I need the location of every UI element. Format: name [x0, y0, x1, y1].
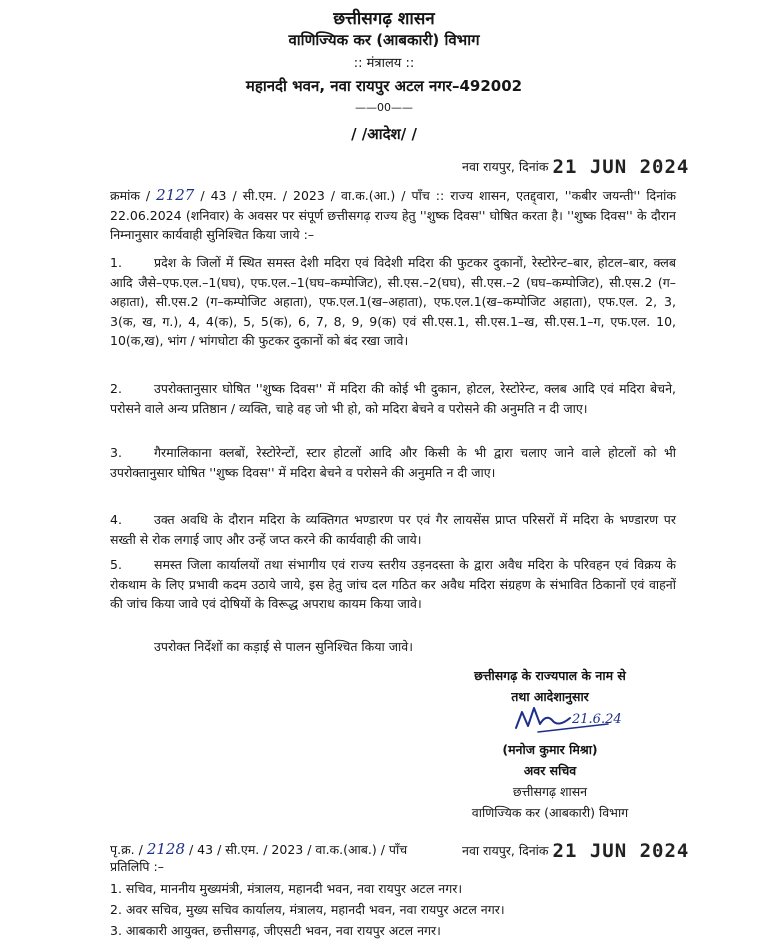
point-4 — [110, 510, 676, 549]
endorsement-date-stamp: 21 JUN 2024 — [552, 840, 690, 862]
ref-prefix: क्रमांक / — [110, 188, 151, 203]
closing-line: उपरोक्त निर्देशों का कड़ाई से पालन सुनिश्चित किया जावे। — [154, 639, 413, 654]
point-text: उक्त अवधि के दौरान मदिरा के व्यक्तिगत भण्डारण पर एवं गैर लायसेंस प्राप्त परिसरों में मदिरा के भण्डारण पर सख्ती से रोक लगाई जाए और उन्हें जप्त करने की कार्यवाही की जाये। — [110, 512, 676, 547]
dateline-place: नवा रायपुर, दिनांक — [462, 159, 549, 174]
ministry-heading: :: मंत्रालय :: — [353, 56, 415, 71]
order-title: / /आदेश/ / — [351, 125, 417, 143]
point-number: 3. — [110, 445, 122, 460]
copy-item: 3. आबकारी आयुक्त, छत्तीसगढ़, जीएसटी भवन, नवा रायपुर अटल नगर। — [110, 923, 441, 938]
point-text: समस्त जिला कार्यालयों तथा संभागीय एवं राज्य स्तरीय उड़नदस्ता के द्वारा अवैध मदिरा के परिवहन एवं विक्रय के रोकथाम के लिए प्रभावी कदम उठाये जाये, इस हेतु जांच दल गठित कर अवैध मदिरा संग्रहण के संभावित ठिकानों एवं वाहनों की जांच किया जावे एवं दोषियों के विरूद्ध अपराध कायम किया जावे। — [110, 557, 676, 611]
date-stamp: 21 JUN 2024 — [552, 156, 690, 178]
signatory-org-1: छत्तीसगढ़ शासन — [512, 784, 588, 799]
copy-item: 1. सचिव, माननीय मुख्यमंत्री, मंत्रालय, महानदी भवन, नवा रायपुर अटल नगर। — [110, 881, 463, 896]
copy-item: 2. अवर सचिव, मुख्य सचिव कार्यालय, मंत्रालय, महानदी भवन, नवा रायपुर अटल नगर। — [110, 902, 505, 917]
dateline-top — [462, 156, 689, 178]
ref-text: / 43 / सी.एम. / 2023 / वा.क.(आ.) / पाँच :: राज्य शासन, एतद्द्वारा, ''कबीर जयन्ती'' दिनांक 22.06.2024 (शनिवार) के अवसर पर संपूर्ण छत्तीसगढ़ राज्य हेतु ''शुष्क दिवस'' घोषित करता है। ''शुष्क दिवस'' के दौरान निम्नानुसार कार्यवाही सुनिश्चित किया जाये :– — [110, 188, 676, 242]
point-number: 2. — [110, 381, 122, 396]
point-2 — [110, 379, 676, 418]
point-text: प्रदेश के जिलों में स्थित समस्त देशी मदिरा एवं विदेशी मदिरा की फुटकर दुकानों, रेस्टोरेन्ट–बार, होटल–बार, क्लब आदि जैसे–एफ.एल.–1(घघ), एफ.एल.–1(घघ–कम्पोजिट), सी.एस.–2(घघ), सी.एस.–2 (घघ–कम्पोजिट), सी.एस.2 (ग–अहाता), सी.एस.2 (ग–कम्पोजिट अहाता), एफ.एल.1(ख–अहाता), एफ.एल.1(ख–कम्पोजिट अहाता), एफ.एल. 2, 3, 3(क, ख, ग.), 4, 4(क), 5, 5(क), 6, 7, 8, 9, 9(क) एवं सी.एस.1, सी.एस.1–ख, सी.एस.1–ग, एफ.एल. 10, 10(क,ख), भांग / भांगघोटा की फुटकर दुकानों को बंद रखा जावे। — [110, 255, 676, 348]
copy-label: प्रतिलिपि :– — [110, 859, 164, 874]
point-1 — [110, 253, 676, 351]
point-3 — [110, 443, 676, 482]
header-separator: ——00—— — [355, 101, 413, 114]
order-intro — [110, 186, 676, 245]
govt-heading: छत्तीसगढ़ शासन — [333, 9, 435, 29]
point-number: 5. — [110, 557, 122, 572]
endorsement-ref — [110, 840, 407, 858]
sig-line-2: तथा आदेशानुसार — [511, 689, 589, 704]
signatory-designation: अवर सचिव — [523, 763, 577, 778]
point-number: 1. — [110, 255, 122, 270]
endorsement-ref-text: / 43 / सी.एम. / 2023 / वा.क.(आब.) / पाँच — [189, 842, 408, 857]
address-heading: महानदी भवन, नवा रायपुर अटल नगर–492002 — [245, 77, 523, 95]
point-text: गैरमालिकाना क्लबों, रेस्टोरेन्टों, स्टार होटलों आदि और किसी के भी द्वारा चलाए जाने वाले होटलों को भी उपरोक्तानुसार घोषित ''शुष्क दिवस'' में मदिरा बेचने व परोसने की अनुमति न दी जाए। — [110, 445, 676, 480]
department-heading: वाणिज्यिक कर (आबकारी) विभाग — [288, 31, 480, 49]
signatory-org-2: वाणिज्यिक कर (आबकारी) विभाग — [471, 805, 629, 820]
sig-line-1: छत्तीसगढ़ के राज्यपाल के नाम से — [474, 668, 626, 683]
signature-date: 21.6.24 — [572, 712, 622, 727]
dateline-bottom — [462, 840, 689, 862]
handwritten-ref-no: 2127 — [156, 186, 195, 204]
point-number: 4. — [110, 512, 122, 527]
endorsement-place: नवा रायपुर, दिनांक — [462, 843, 549, 858]
signatory-name: (मनोज कुमार मिश्रा) — [502, 742, 598, 757]
point-5 — [110, 555, 676, 614]
point-text: उपरोक्तानुसार घोषित ''शुष्क दिवस'' में मदिरा की कोई भी दुकान, होटल, रेस्टोरेन्ट, क्लब आदि एवं मदिरा बेचने, परोसने वाले अन्य प्रतिष्ठान / व्यक्ति, चाहे वह जो भी हो, को मदिरा बेचने व परोसने की अनुमति न दी जाए। — [110, 381, 676, 416]
endorsement-handwritten-no: 2128 — [146, 840, 186, 858]
endorsement-prefix: पृ.क्र. / — [110, 842, 143, 857]
